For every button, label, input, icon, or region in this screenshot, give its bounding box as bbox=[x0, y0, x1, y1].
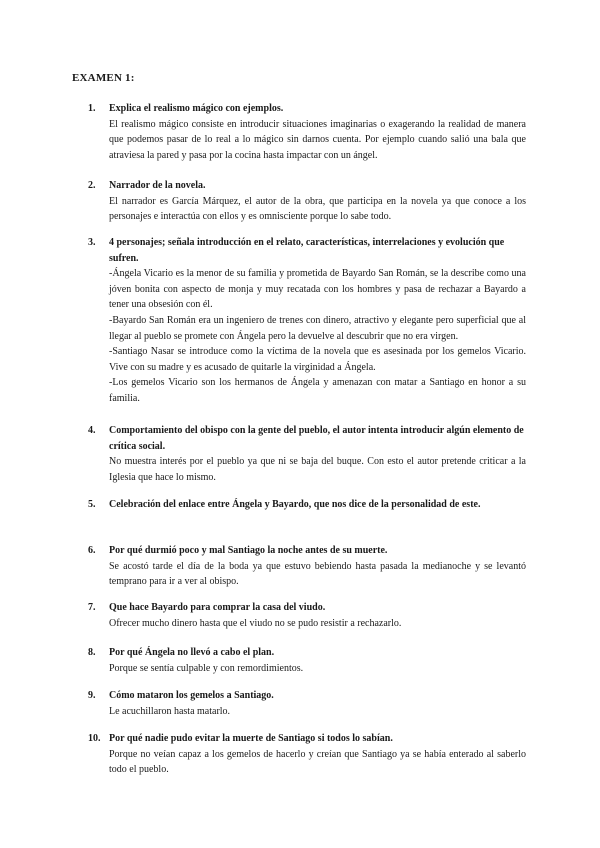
answer-paragraph: Porque se sentía culpable y con remordimientos. bbox=[109, 662, 304, 674]
answer-paragraph: Ofrecer mucho dinero hasta que el viudo no se pudo resistir a rechazarlo. bbox=[109, 617, 402, 629]
question-title: Por qué durmió poco y mal Santiago la noche antes de su muerte. bbox=[109, 545, 388, 556]
question-answer bbox=[109, 661, 526, 677]
question-body bbox=[109, 178, 526, 225]
question-body bbox=[109, 101, 526, 163]
question-body bbox=[109, 600, 526, 631]
question-answer bbox=[109, 559, 526, 590]
question-number: 2. bbox=[88, 180, 96, 191]
question-body bbox=[109, 731, 526, 778]
question-item bbox=[88, 688, 526, 719]
question-answer bbox=[109, 117, 526, 164]
question-number: 3. bbox=[88, 237, 96, 248]
question-title: Comportamiento del obispo con la gente del pueblo, el autor intenta introducir algún elemento de crítica social. bbox=[109, 425, 524, 452]
question-number: 9. bbox=[88, 690, 96, 701]
question-answer bbox=[109, 616, 526, 632]
question-item bbox=[88, 178, 526, 225]
question-body bbox=[109, 688, 526, 719]
answer-paragraph: No muestra interés por el pueblo ya que ni se baja del buque. Con esto el autor pretende criticar a la Iglesia que hace lo mismo. bbox=[109, 456, 526, 483]
question-body bbox=[109, 235, 526, 407]
question-number: 6. bbox=[88, 545, 96, 556]
question-answer bbox=[109, 194, 526, 225]
question-number: 1. bbox=[88, 103, 96, 114]
answer-paragraph: -Los gemelos Vicario son los hermanos de Ángela y amenazan con matar a Santiago en honor a su familia. bbox=[109, 377, 526, 404]
question-title: Que hace Bayardo para comprar la casa del viudo. bbox=[109, 602, 326, 613]
answer-paragraph: Le acuchillaron hasta matarlo. bbox=[109, 705, 231, 717]
question-body bbox=[109, 645, 526, 676]
question-title: Cómo mataron los gemelos a Santiago. bbox=[109, 690, 274, 701]
answer-paragraph: Se acostó tarde el día de la boda ya que estuvo bebiendo hasta pasada la medianoche y se levantó temprano para ir a ver al obispo. bbox=[109, 560, 526, 588]
question-title: Narrador de la novela. bbox=[109, 180, 206, 191]
question-number: 8. bbox=[88, 647, 96, 658]
question-body bbox=[109, 423, 526, 485]
answer-paragraph: -Bayardo San Román era un ingeniero de trenes con dinero, atractivo y elegante pero superficial que al llegar al pueblo se promete con Ángela pero la devuelve al descubrir que no era virgen. bbox=[109, 314, 526, 342]
question-title: Explica el realismo mágico con ejemplos. bbox=[109, 103, 284, 114]
question-item bbox=[88, 600, 526, 631]
question-body bbox=[109, 497, 526, 513]
answer-paragraph: -Ángela Vicario es la menor de su familia y prometida de Bayardo San Román, se la describe como una jóven bonita con aspecto de monja y muy recatada con los hombres y pasa de rechazar a Bayardo a tener una obsesión con él. bbox=[109, 268, 526, 311]
exam-title: EXAMEN 1: bbox=[72, 72, 135, 84]
question-item bbox=[88, 731, 526, 778]
question-item bbox=[88, 497, 526, 513]
question-title: 4 personajes; señala introducción en el relato, características, interrelaciones y evolución que sufren. bbox=[109, 237, 505, 264]
question-body bbox=[109, 543, 526, 590]
question-number: 5. bbox=[88, 499, 96, 510]
question-title: Por qué nadie pudo evitar la muerte de Santiago si todos lo sabían. bbox=[109, 733, 393, 744]
question-number: 10. bbox=[88, 733, 101, 744]
question-number: 4. bbox=[88, 425, 96, 436]
question-number: 7. bbox=[88, 602, 96, 613]
question-item bbox=[88, 235, 526, 407]
question-title: Celebración del enlace entre Ángela y Bayardo, que nos dice de la personalidad de este. bbox=[109, 499, 481, 510]
question-answer bbox=[109, 266, 526, 406]
answer-paragraph: Porque no veían capaz a los gemelos de hacerlo y creían que Santiago ya se había enterado al saberlo todo el pueblo. bbox=[109, 748, 526, 776]
question-answer bbox=[109, 704, 526, 720]
question-answer bbox=[109, 747, 526, 778]
question-item bbox=[88, 645, 526, 676]
answer-paragraph: El narrador es García Márquez, el autor de la obra, que participa en la novela ya que conoce a los personajes e interactúa con ellos y es omnisciente porque lo sabe todo. bbox=[109, 195, 526, 223]
question-item bbox=[88, 101, 526, 163]
answer-paragraph: El realismo mágico consiste en introducir situaciones imaginarias o exagerando la realidad de manera que podemos pasar de lo real a lo mágico sin darnos cuenta. Por ejemplo cuando salió una bala que atraviesa la pared y pasa por la cocina hasta impactar con un ángel. bbox=[109, 118, 526, 161]
question-item bbox=[88, 423, 526, 485]
question-answer bbox=[109, 454, 526, 485]
question-title: Por qué Ángela no llevó a cabo el plan. bbox=[109, 647, 275, 658]
answer-paragraph: -Santiago Nasar se introduce como la víctima de la novela que es asesinada por los gemelos Vicario. Vive con su madre y es acusado de quitarle la virginidad a Ángela. bbox=[109, 346, 526, 373]
question-item bbox=[88, 543, 526, 590]
